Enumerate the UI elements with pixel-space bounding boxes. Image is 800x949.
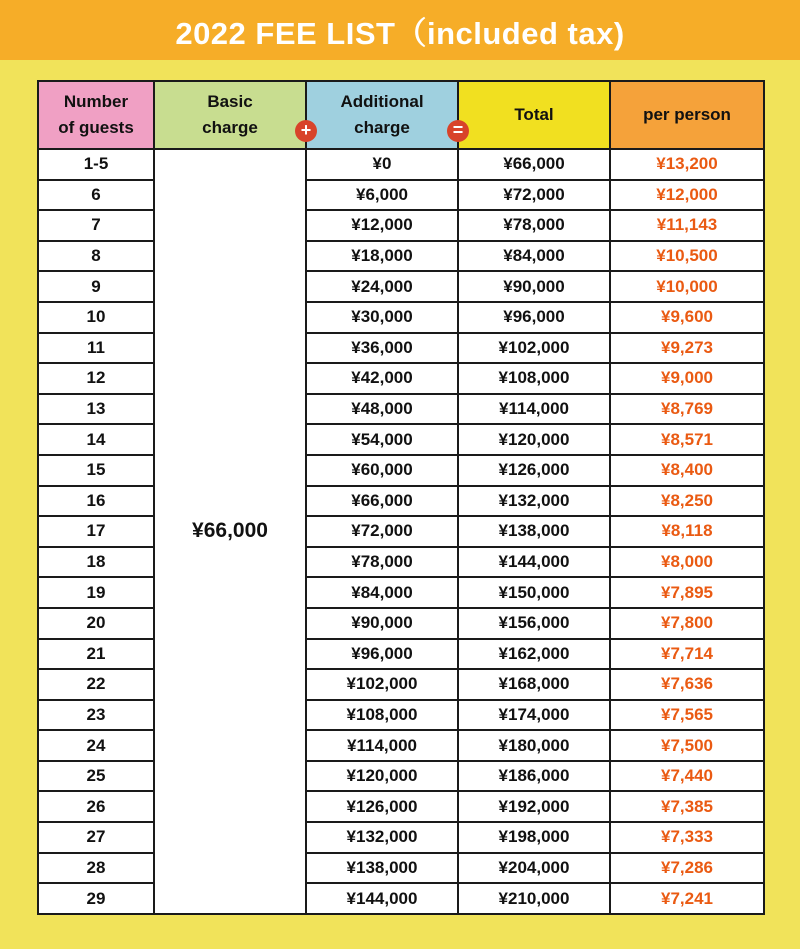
total-cell: ¥90,000	[458, 271, 610, 302]
guests-cell: 9	[38, 271, 154, 302]
per-person-cell: ¥8,250	[610, 486, 764, 517]
guests-cell: 18	[38, 547, 154, 578]
additional-charge-cell: ¥84,000	[306, 577, 458, 608]
table-row	[38, 608, 764, 639]
total-cell: ¥162,000	[458, 639, 610, 670]
additional-charge-cell: ¥114,000	[306, 730, 458, 761]
per-person-cell: ¥7,500	[610, 730, 764, 761]
total-cell: ¥150,000	[458, 577, 610, 608]
table-row	[38, 669, 764, 700]
table-row	[38, 822, 764, 853]
guests-cell: 7	[38, 210, 154, 241]
additional-charge-cell: ¥6,000	[306, 180, 458, 211]
additional-charge-cell: ¥90,000	[306, 608, 458, 639]
table-row	[38, 424, 764, 455]
per-person-cell: ¥9,000	[610, 363, 764, 394]
table-row	[38, 547, 764, 578]
guests-cell: 20	[38, 608, 154, 639]
total-cell: ¥192,000	[458, 791, 610, 822]
total-cell: ¥126,000	[458, 455, 610, 486]
basic-charge-cell: ¥66,000	[154, 149, 306, 914]
per-person-cell: ¥8,400	[610, 455, 764, 486]
additional-charge-cell: ¥138,000	[306, 853, 458, 884]
table-row	[38, 210, 764, 241]
plus-icon: +	[295, 120, 317, 142]
guests-cell: 12	[38, 363, 154, 394]
header-basic-line1: Basic	[207, 91, 253, 111]
guests-cell: 8	[38, 241, 154, 272]
table-row	[38, 883, 764, 914]
guests-cell: 23	[38, 700, 154, 731]
guests-cell: 19	[38, 577, 154, 608]
header-total: Total	[458, 81, 610, 149]
guests-cell: 14	[38, 424, 154, 455]
per-person-cell: ¥13,200	[610, 149, 764, 180]
additional-charge-cell: ¥132,000	[306, 822, 458, 853]
guests-cell: 1-5	[38, 149, 154, 180]
additional-charge-cell: ¥48,000	[306, 394, 458, 425]
table-row	[38, 363, 764, 394]
table-row	[38, 761, 764, 792]
title-bar	[0, 0, 800, 60]
additional-charge-cell: ¥120,000	[306, 761, 458, 792]
header-per-person: per person	[610, 81, 764, 149]
header-number-of-guests	[38, 81, 154, 149]
guests-cell: 11	[38, 333, 154, 364]
per-person-cell: ¥7,565	[610, 700, 764, 731]
additional-charge-cell: ¥96,000	[306, 639, 458, 670]
total-cell: ¥210,000	[458, 883, 610, 914]
total-cell: ¥120,000	[458, 424, 610, 455]
guests-cell: 15	[38, 455, 154, 486]
additional-charge-cell: ¥66,000	[306, 486, 458, 517]
per-person-cell: ¥10,000	[610, 271, 764, 302]
table-row	[38, 486, 764, 517]
table-row	[38, 271, 764, 302]
header-row	[38, 81, 764, 149]
per-person-cell: ¥7,286	[610, 853, 764, 884]
total-cell: ¥198,000	[458, 822, 610, 853]
additional-charge-cell: ¥24,000	[306, 271, 458, 302]
header-additional-line1: Additional	[340, 91, 424, 111]
per-person-cell: ¥7,385	[610, 791, 764, 822]
guests-cell: 16	[38, 486, 154, 517]
total-cell: ¥66,000	[458, 149, 610, 180]
table-row	[38, 639, 764, 670]
additional-charge-cell: ¥0	[306, 149, 458, 180]
table-row	[38, 455, 764, 486]
total-cell: ¥180,000	[458, 730, 610, 761]
per-person-cell: ¥12,000	[610, 180, 764, 211]
total-cell: ¥102,000	[458, 333, 610, 364]
table-row	[38, 577, 764, 608]
guests-cell: 24	[38, 730, 154, 761]
additional-charge-cell: ¥72,000	[306, 516, 458, 547]
total-cell: ¥114,000	[458, 394, 610, 425]
additional-charge-cell: ¥18,000	[306, 241, 458, 272]
table-row	[38, 700, 764, 731]
guests-cell: 29	[38, 883, 154, 914]
per-person-cell: ¥11,143	[610, 210, 764, 241]
table-row	[38, 333, 764, 364]
total-cell: ¥174,000	[458, 700, 610, 731]
guests-cell: 10	[38, 302, 154, 333]
additional-charge-cell: ¥42,000	[306, 363, 458, 394]
additional-charge-cell: ¥54,000	[306, 424, 458, 455]
total-cell: ¥132,000	[458, 486, 610, 517]
total-cell: ¥72,000	[458, 180, 610, 211]
guests-cell: 28	[38, 853, 154, 884]
per-person-cell: ¥7,714	[610, 639, 764, 670]
guests-cell: 25	[38, 761, 154, 792]
total-cell: ¥168,000	[458, 669, 610, 700]
additional-charge-cell: ¥144,000	[306, 883, 458, 914]
additional-charge-cell: ¥36,000	[306, 333, 458, 364]
per-person-cell: ¥7,895	[610, 577, 764, 608]
table-row	[38, 180, 764, 211]
fee-table	[37, 80, 765, 915]
total-cell: ¥186,000	[458, 761, 610, 792]
guests-cell: 17	[38, 516, 154, 547]
table-row	[38, 302, 764, 333]
per-person-cell: ¥7,800	[610, 608, 764, 639]
per-person-cell: ¥9,600	[610, 302, 764, 333]
guests-cell: 6	[38, 180, 154, 211]
per-person-cell: ¥8,571	[610, 424, 764, 455]
table-row	[38, 791, 764, 822]
header-guests-line1: Number	[63, 91, 129, 111]
fee-table-body	[38, 149, 764, 914]
page-title: 2022 FEE LIST（included tax)	[175, 15, 625, 51]
header-additional-charge	[306, 81, 464, 149]
guests-cell: 22	[38, 669, 154, 700]
per-person-cell: ¥8,000	[610, 547, 764, 578]
total-cell: ¥138,000	[458, 516, 610, 547]
per-person-cell: ¥7,440	[610, 761, 764, 792]
table-row	[38, 853, 764, 884]
table-row	[38, 394, 764, 425]
guests-cell: 21	[38, 639, 154, 670]
total-cell: ¥144,000	[458, 547, 610, 578]
additional-charge-cell: ¥78,000	[306, 547, 458, 578]
per-person-cell: ¥7,333	[610, 822, 764, 853]
total-cell: ¥84,000	[458, 241, 610, 272]
total-cell: ¥108,000	[458, 363, 610, 394]
additional-charge-cell: ¥126,000	[306, 791, 458, 822]
per-person-cell: ¥7,241	[610, 883, 764, 914]
guests-cell: 26	[38, 791, 154, 822]
additional-charge-cell: ¥30,000	[306, 302, 458, 333]
per-person-cell: ¥9,273	[610, 333, 764, 364]
fee-table-container	[37, 80, 763, 915]
header-basic-line2: charge	[202, 118, 258, 137]
total-cell: ¥204,000	[458, 853, 610, 884]
table-row	[38, 241, 764, 272]
additional-charge-cell: ¥12,000	[306, 210, 458, 241]
table-row	[38, 516, 764, 547]
equals-icon: =	[447, 120, 469, 142]
header-basic-charge	[154, 81, 312, 149]
header-guests-line2: of guests	[58, 118, 134, 137]
additional-charge-cell: ¥60,000	[306, 455, 458, 486]
total-cell: ¥96,000	[458, 302, 610, 333]
table-row	[38, 730, 764, 761]
per-person-cell: ¥8,118	[610, 516, 764, 547]
guests-cell: 13	[38, 394, 154, 425]
guests-cell: 27	[38, 822, 154, 853]
per-person-cell: ¥7,636	[610, 669, 764, 700]
per-person-cell: ¥10,500	[610, 241, 764, 272]
additional-charge-cell: ¥108,000	[306, 700, 458, 731]
table-row	[38, 149, 764, 180]
additional-charge-cell: ¥102,000	[306, 669, 458, 700]
total-cell: ¥78,000	[458, 210, 610, 241]
header-additional-line2: charge	[354, 118, 410, 137]
total-cell: ¥156,000	[458, 608, 610, 639]
per-person-cell: ¥8,769	[610, 394, 764, 425]
